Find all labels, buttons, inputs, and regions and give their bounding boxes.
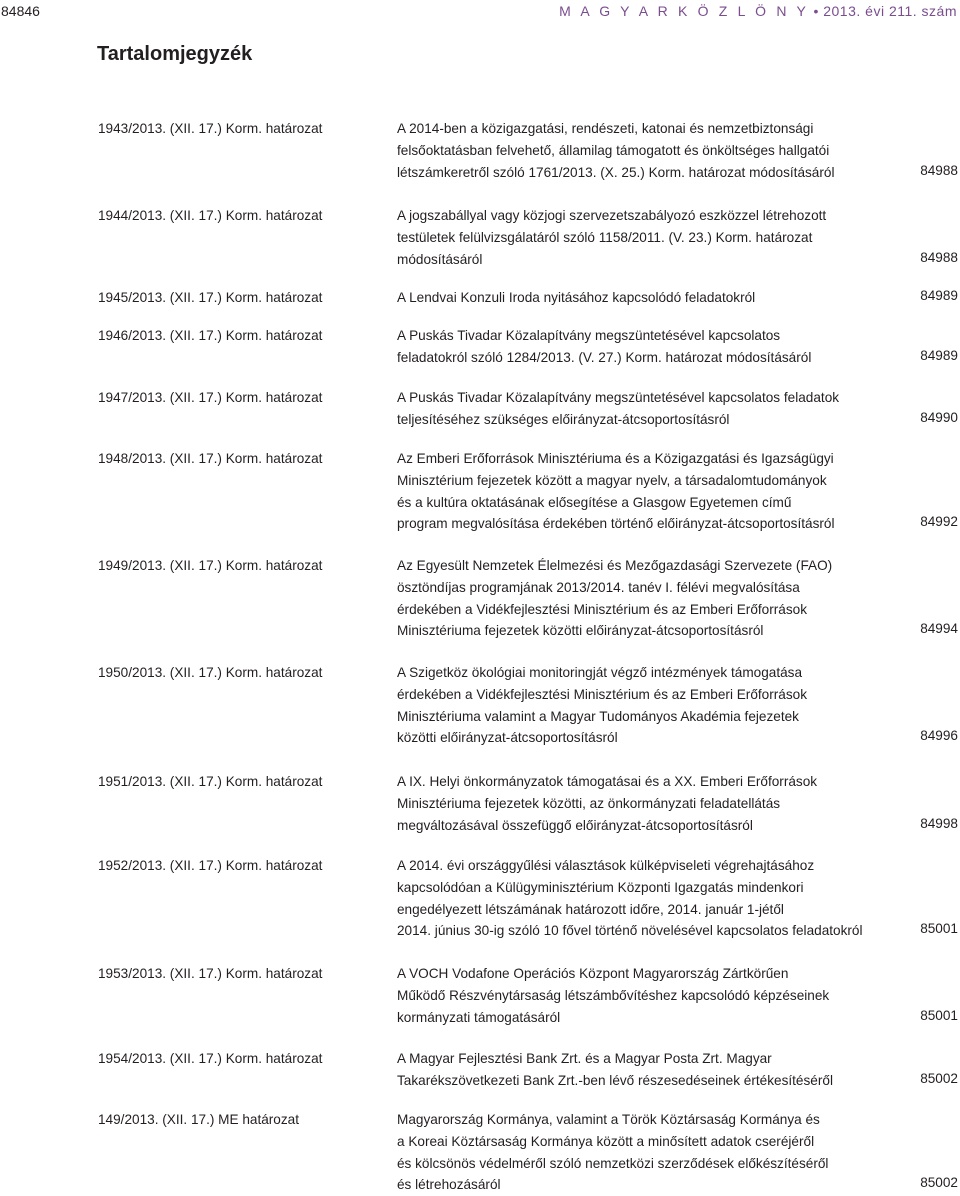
page-number: 84846 xyxy=(1,3,40,19)
title-line: A IX. Helyi önkormányzatok támogatásai és a XX. Emberi Erőforrások xyxy=(397,774,818,789)
title-line: Takarékszövetkezeti Bank Zrt.-ben lévő részesedéseinek értékesítéséről xyxy=(397,1072,833,1088)
resolution-reference: 149/2013. (XII. 17.) ME határozat xyxy=(98,1112,299,1127)
resolution-reference: 1949/2013. (XII. 17.) Korm. határozat xyxy=(98,558,323,573)
resolution-title xyxy=(397,287,907,309)
title-line: Minisztériuma valamint a Magyar Tudományos Akadémia fejezetek xyxy=(397,708,799,724)
resolution-reference: 1952/2013. (XII. 17.) Korm. határozat xyxy=(98,858,323,873)
resolution-reference: 1950/2013. (XII. 17.) Korm. határozat xyxy=(98,665,323,680)
title-line: és a kultúra oktatásának elősegítése a Glasgow Egyetemen című xyxy=(397,494,792,510)
title-line: létszámkeretről szóló 1761/2013. (X. 25.) Korm. határozat módosításáról xyxy=(397,164,835,180)
title-line: módosításáról xyxy=(397,251,483,267)
page-reference: 84989 xyxy=(920,347,958,363)
title-line: közötti előirányzat-átcsoportosításról xyxy=(397,730,618,746)
title-line: testületek felülvizsgálatáról szóló 1158/2011. (V. 23.) Korm. határozat xyxy=(397,229,813,245)
resolution-title xyxy=(397,205,907,270)
resolution-title xyxy=(397,1048,907,1092)
resolution-reference: 1948/2013. (XII. 17.) Korm. határozat xyxy=(98,451,323,466)
issue-number: 2013. évi 211. szám xyxy=(823,3,957,19)
title-line: Magyarország Kormánya, valamint a Török Köztársaság Kormánya és xyxy=(397,1112,820,1127)
title-line: engedélyezett létszámának határozott időre, 2014. január 1-jétől xyxy=(397,901,784,917)
page-reference: 84998 xyxy=(920,815,958,831)
title-line: érdekében a Vidékfejlesztési Minisztérium és az Emberi Erőforrások xyxy=(397,601,808,617)
title-line: kapcsolódóan a Külügyminisztérium Központi Igazgatás mindenkori xyxy=(397,879,804,895)
title-line: teljesítéséhez szükséges előirányzat-átcsoportosításról xyxy=(397,411,730,427)
title-line: és kölcsönös védelméről szóló nemzetközi szerződések előkészítéséről xyxy=(397,1155,829,1171)
title-line: felsőoktatásban felvehető, államilag támogatott és önköltséges hallgatói xyxy=(397,142,830,158)
resolution-title xyxy=(397,325,907,369)
title-line: A 2014-ben a közigazgatási, rendészeti, katonai és nemzetbiztonsági xyxy=(397,121,814,136)
resolution-title xyxy=(397,662,907,749)
resolution-reference: 1943/2013. (XII. 17.) Korm. határozat xyxy=(98,121,323,136)
title-line: ösztöndíjas programjának 2013/2014. tanév I. félévi megvalósítása xyxy=(397,579,800,595)
title-line: Az Egyesült Nemzetek Élelmezési és Mezőgazdasági Szervezete (FAO) xyxy=(397,558,833,573)
title-line: A VOCH Vodafone Operációs Központ Magyarország Zártkörűen xyxy=(397,966,789,981)
title-line: kormányzati támogatásáról xyxy=(397,1009,561,1025)
title-line: A Lendvai Konzuli Iroda nyitásához kapcsolódó feladatokról xyxy=(397,290,756,305)
bullet-separator: • xyxy=(813,3,819,19)
title-line: 2014. június 30-ig szóló 10 fővel történő növelésével kapcsolatos feladatokról xyxy=(397,923,863,939)
page-reference: 85001 xyxy=(920,921,958,937)
title-line: feladatokról szóló 1284/2013. (V. 27.) Korm. határozat módosításáról xyxy=(397,349,812,365)
title-line: Minisztériuma fejezetek közötti előirányzat-átcsoportosításról xyxy=(397,623,764,639)
title-line: Működő Részvénytársaság létszámbővítéshez kapcsolódó képzéseinek xyxy=(397,987,830,1003)
resolution-title xyxy=(397,855,907,942)
journal-issue-info xyxy=(559,3,957,19)
title-line: A Szigetköz ökológiai monitoringját végző intézmények támogatása xyxy=(397,665,803,680)
resolution-title xyxy=(397,963,907,1028)
page-reference: 84992 xyxy=(920,514,958,530)
title-line: Minisztérium fejezetek között a magyar nyelv, a társadalomtudományok xyxy=(397,472,827,488)
page-reference: 84988 xyxy=(920,249,958,265)
title-line: program megvalósítása érdekében történő előirányzat-átcsoportosításról xyxy=(397,516,835,532)
title-line: A Puskás Tivadar Közalapítvány megszüntetésével kapcsolatos xyxy=(397,328,781,343)
resolution-title xyxy=(397,448,907,535)
title-line: Az Emberi Erőforrások Minisztériuma és a Közigazgatási és Igazságügyi xyxy=(397,451,834,466)
title-line: a Koreai Köztársaság Kormánya között a minősített adatok cseréjéről xyxy=(397,1133,815,1149)
resolution-title xyxy=(397,387,907,431)
page-reference: 85001 xyxy=(920,1007,958,1023)
page-reference: 84996 xyxy=(920,728,958,744)
page-reference: 84989 xyxy=(920,288,958,303)
page-title: Tartalomjegyzék xyxy=(97,43,253,65)
resolution-reference: 1953/2013. (XII. 17.) Korm. határozat xyxy=(98,966,323,981)
page-reference: 85002 xyxy=(920,1175,958,1191)
resolution-title xyxy=(397,555,907,642)
resolution-reference: 1954/2013. (XII. 17.) Korm. határozat xyxy=(98,1051,323,1066)
title-line: A Magyar Fejlesztési Bank Zrt. és a Magyar Posta Zrt. Magyar xyxy=(397,1051,772,1066)
title-line: és létrehozásáról xyxy=(397,1177,501,1193)
title-line: érdekében a Vidékfejlesztési Minisztérium és az Emberi Erőforrások xyxy=(397,686,808,702)
resolution-reference: 1945/2013. (XII. 17.) Korm. határozat xyxy=(98,290,323,305)
journal-name: M A G Y A R K Ö Z L Ö N Y xyxy=(559,3,810,19)
title-line: A 2014. évi országgyűlési választások külképviseleti végrehajtásához xyxy=(397,858,815,873)
resolution-title xyxy=(397,1109,907,1196)
title-line: Minisztériuma fejezetek közötti, az önkormányzati feladatellátás xyxy=(397,795,781,811)
resolution-reference: 1947/2013. (XII. 17.) Korm. határozat xyxy=(98,390,323,405)
resolution-reference: 1951/2013. (XII. 17.) Korm. határozat xyxy=(98,774,323,789)
resolution-title xyxy=(397,771,907,836)
page-reference: 85002 xyxy=(920,1070,958,1086)
page-reference: 84990 xyxy=(920,409,958,425)
title-line: megváltozásával összefüggő előirányzat-átcsoportosításról xyxy=(397,817,753,833)
title-line: A jogszabállyal vagy közjogi szervezetszabályozó eszközzel létrehozott xyxy=(397,208,827,223)
page-reference: 84994 xyxy=(920,621,958,637)
title-line: A Puskás Tivadar Közalapítvány megszüntetésével kapcsolatos feladatok xyxy=(397,390,840,405)
resolution-reference: 1944/2013. (XII. 17.) Korm. határozat xyxy=(98,208,323,223)
resolution-reference: 1946/2013. (XII. 17.) Korm. határozat xyxy=(98,328,323,343)
page-reference: 84988 xyxy=(920,162,958,178)
page-header xyxy=(0,0,960,24)
resolution-title xyxy=(397,118,907,183)
